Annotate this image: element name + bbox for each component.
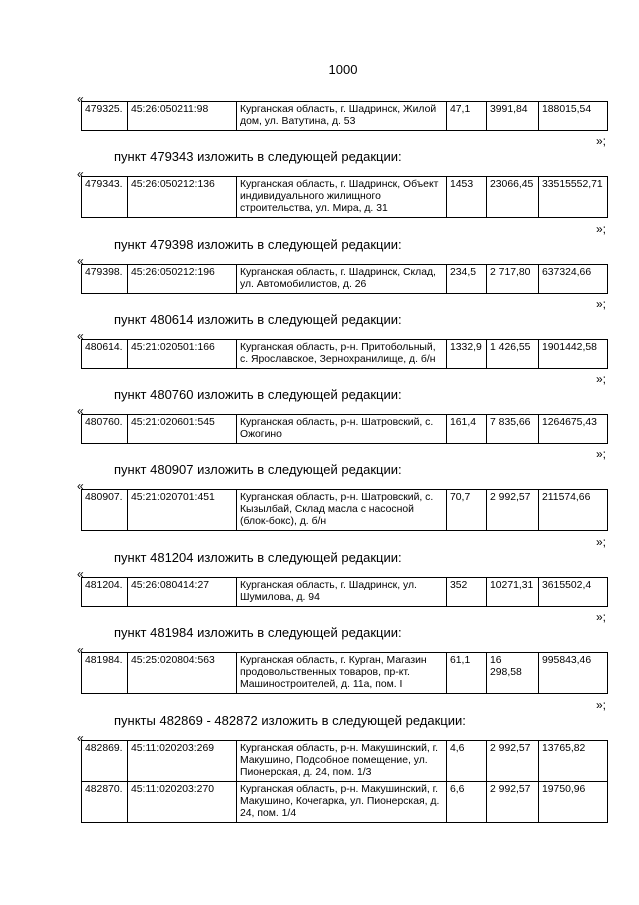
row-number: 482869. bbox=[82, 741, 128, 782]
cadastral-value: 995843,46 bbox=[539, 653, 608, 694]
table-row bbox=[82, 578, 608, 607]
area: 1453 bbox=[447, 177, 487, 218]
close-quote: »; bbox=[596, 372, 607, 386]
close-quote: »; bbox=[596, 134, 607, 148]
rate: 1 426,55 bbox=[487, 340, 539, 369]
open-quote: « bbox=[77, 479, 84, 493]
address: Курганская область, р-н. Притобольный, с. Ярославское, Зернохранилище, д. б/н bbox=[237, 340, 447, 369]
section-heading: пункт 481984 изложить в следующей редакции: bbox=[114, 625, 402, 640]
data-table bbox=[81, 577, 608, 607]
section-heading: пункт 480614 изложить в следующей редакции: bbox=[114, 312, 402, 327]
section-heading: пункт 480760 изложить в следующей редакции: bbox=[114, 387, 402, 402]
open-quote: « bbox=[77, 329, 84, 343]
close-quote: »; bbox=[596, 222, 607, 236]
data-table bbox=[81, 176, 608, 218]
close-quote: »; bbox=[596, 447, 607, 461]
close-quote: »; bbox=[596, 698, 607, 712]
data-table bbox=[81, 740, 608, 823]
section-heading: пункт 479343 изложить в следующей редакции: bbox=[114, 149, 402, 164]
row-number: 480907. bbox=[82, 490, 128, 531]
table-row bbox=[82, 782, 608, 823]
open-quote: « bbox=[77, 167, 84, 181]
cadastral-number: 45:21:020701:451 bbox=[128, 490, 237, 531]
area: 70,7 bbox=[447, 490, 487, 531]
close-quote: »; bbox=[596, 297, 607, 311]
address: Курганская область, г. Шадринск, Склад, ул. Автомобилистов, д. 26 bbox=[237, 265, 447, 294]
area: 1332,9 bbox=[447, 340, 487, 369]
rate: 2 717,80 bbox=[487, 265, 539, 294]
rate: 2 992,57 bbox=[487, 741, 539, 782]
section-heading: пункт 480907 изложить в следующей редакции: bbox=[114, 462, 402, 477]
row-number: 480614. bbox=[82, 340, 128, 369]
cadastral-number: 45:26:050212:196 bbox=[128, 265, 237, 294]
cadastral-number: 45:21:020601:545 bbox=[128, 415, 237, 444]
cadastral-value: 1264675,43 bbox=[539, 415, 608, 444]
address: Курганская область, р-н. Шатровский, с. Кызылбай, Склад масла с насосной (блок-бокс), д. б/н bbox=[237, 490, 447, 531]
row-number: 479343. bbox=[82, 177, 128, 218]
rate: 2 992,57 bbox=[487, 782, 539, 823]
rate: 10271,31 bbox=[487, 578, 539, 607]
open-quote: « bbox=[77, 92, 84, 106]
address: Курганская область, г. Шадринск, ул. Шумилова, д. 94 bbox=[237, 578, 447, 607]
section-heading: пункты 482869 - 482872 изложить в следующей редакции: bbox=[114, 713, 466, 728]
rate: 2 992,57 bbox=[487, 490, 539, 531]
row-number: 479325. bbox=[82, 102, 128, 131]
data-table bbox=[81, 264, 608, 294]
data-table bbox=[81, 101, 608, 131]
open-quote: « bbox=[77, 643, 84, 657]
table-row bbox=[82, 340, 608, 369]
cadastral-number: 45:11:020203:270 bbox=[128, 782, 237, 823]
open-quote: « bbox=[77, 404, 84, 418]
cadastral-value: 13765,82 bbox=[539, 741, 608, 782]
cadastral-value: 19750,96 bbox=[539, 782, 608, 823]
data-table bbox=[81, 652, 608, 694]
cadastral-value: 637324,66 bbox=[539, 265, 608, 294]
data-table bbox=[81, 414, 608, 444]
cadastral-number: 45:21:020501:166 bbox=[128, 340, 237, 369]
cadastral-value: 211574,66 bbox=[539, 490, 608, 531]
rate: 16 298,58 bbox=[487, 653, 539, 694]
address: Курганская область, г. Шадринск, Жилой дом, ул. Ватутина, д. 53 bbox=[237, 102, 447, 131]
cadastral-number: 45:26:050211:98 bbox=[128, 102, 237, 131]
address: Курганская область, г. Шадринск, Объект индивидуального жилищного строительства, ул. Мира, д. 31 bbox=[237, 177, 447, 218]
rate: 7 835,66 bbox=[487, 415, 539, 444]
cadastral-value: 188015,54 bbox=[539, 102, 608, 131]
data-table bbox=[81, 339, 608, 369]
open-quote: « bbox=[77, 731, 84, 745]
cadastral-value: 3615502,4 bbox=[539, 578, 608, 607]
section-heading: пункт 479398 изложить в следующей редакции: bbox=[114, 237, 402, 252]
table-row bbox=[82, 490, 608, 531]
data-table bbox=[81, 489, 608, 531]
area: 234,5 bbox=[447, 265, 487, 294]
page-number: 1000 bbox=[328, 62, 358, 77]
open-quote: « bbox=[77, 254, 84, 268]
address: Курганская область, р-н. Макушинский, г. Макушино, Кочегарка, ул. Пионерская, д. 24, пом. 1/4 bbox=[237, 782, 447, 823]
rate: 3991,84 bbox=[487, 102, 539, 131]
cadastral-number: 45:25:020804:563 bbox=[128, 653, 237, 694]
row-number: 481984. bbox=[82, 653, 128, 694]
area: 4,6 bbox=[447, 741, 487, 782]
cadastral-number: 45:11:020203:269 bbox=[128, 741, 237, 782]
area: 61,1 bbox=[447, 653, 487, 694]
close-quote: »; bbox=[596, 535, 607, 549]
row-number: 479398. bbox=[82, 265, 128, 294]
close-quote: »; bbox=[596, 610, 607, 624]
open-quote: « bbox=[77, 567, 84, 581]
cadastral-value: 33515552,71 bbox=[539, 177, 608, 218]
rate: 23066,45 bbox=[487, 177, 539, 218]
area: 47,1 bbox=[447, 102, 487, 131]
row-number: 480760. bbox=[82, 415, 128, 444]
section-heading: пункт 481204 изложить в следующей редакции: bbox=[114, 550, 402, 565]
area: 161,4 bbox=[447, 415, 487, 444]
row-number: 481204. bbox=[82, 578, 128, 607]
address: Курганская область, г. Курган, Магазин продовольственных товаров, пр-кт. Машиностроителей, д. 11а, пом. I bbox=[237, 653, 447, 694]
table-row bbox=[82, 265, 608, 294]
cadastral-value: 1901442,58 bbox=[539, 340, 608, 369]
row-number: 482870. bbox=[82, 782, 128, 823]
address: Курганская область, р-н. Шатровский, с. Ожогино bbox=[237, 415, 447, 444]
area: 6,6 bbox=[447, 782, 487, 823]
table-row bbox=[82, 177, 608, 218]
area: 352 bbox=[447, 578, 487, 607]
table-row bbox=[82, 102, 608, 131]
cadastral-number: 45:26:050212:136 bbox=[128, 177, 237, 218]
address: Курганская область, р-н. Макушинский, г. Макушино, Подсобное помещение, ул. Пионерская, д. 24, пом. 1/3 bbox=[237, 741, 447, 782]
table-row bbox=[82, 653, 608, 694]
table-row bbox=[82, 741, 608, 782]
table-row bbox=[82, 415, 608, 444]
cadastral-number: 45:26:080414:27 bbox=[128, 578, 237, 607]
